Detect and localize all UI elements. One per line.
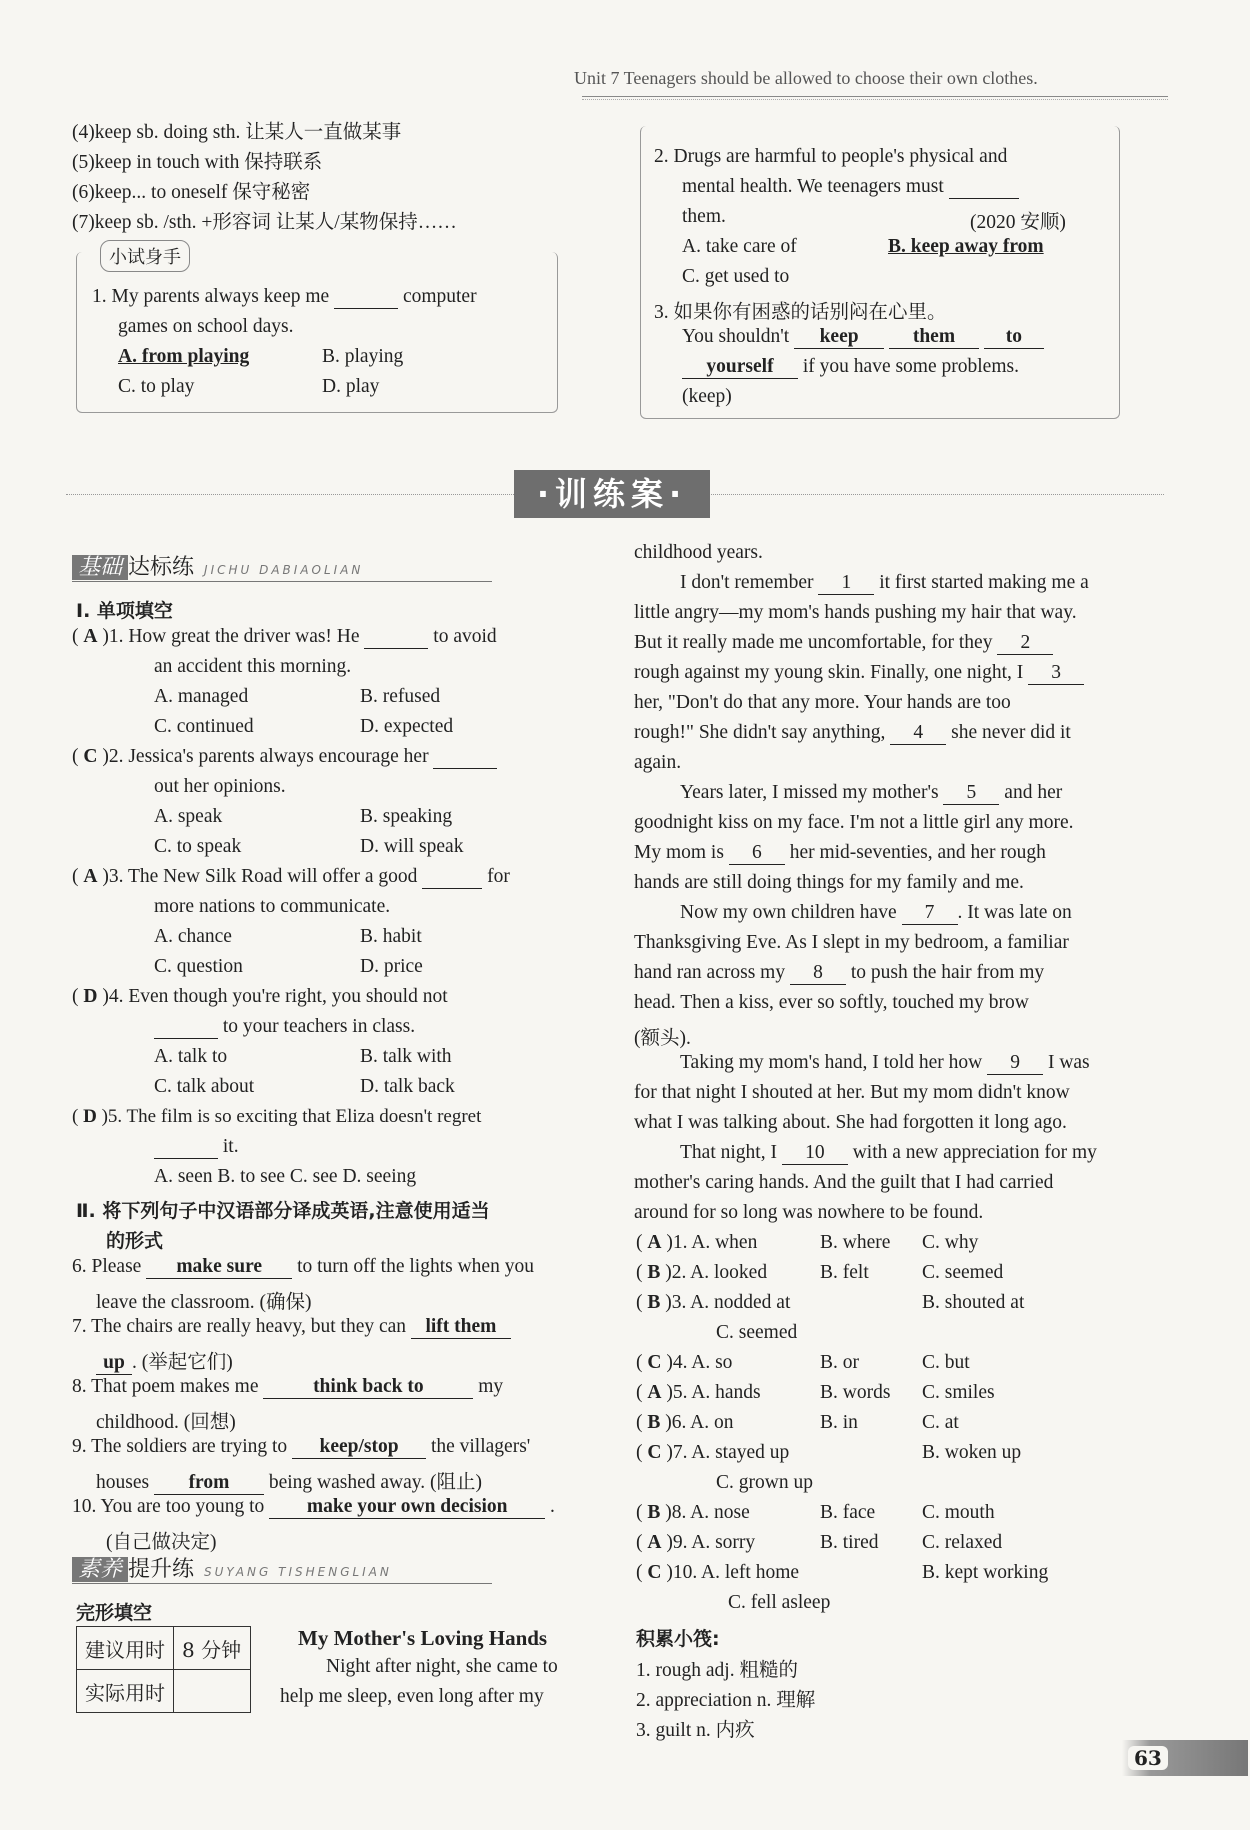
time-table: 建议用时 8 分钟 实际用时 <box>76 1626 251 1713</box>
passage-line: what I was talking about. She had forgotten it long ago. <box>634 1112 1067 1133</box>
option: C. seemed <box>922 1262 1004 1283</box>
option: A. managed <box>154 686 249 707</box>
passage-line: (额头). <box>634 1028 691 1049</box>
passage-line: again. <box>634 752 682 773</box>
passage-line: hand ran across my 8 to push the hair from my <box>634 962 1045 983</box>
passage-line: head. Then a kiss, ever so softly, touched my brow <box>634 992 1029 1013</box>
keep-phrase-6: (6)keep... to oneself 保守秘密 <box>72 182 311 203</box>
option: B. kept working <box>922 1562 1049 1583</box>
option: B. in <box>820 1412 858 1433</box>
passage-line: Night after night, she came to <box>326 1656 558 1677</box>
page-number: 63 <box>1128 1746 1168 1770</box>
mc-line: more nations to communicate. <box>154 896 391 917</box>
option: B. shouted at <box>922 1292 1025 1313</box>
option: C. get used to <box>682 266 790 287</box>
translate-line: up . (举起它们) <box>96 1346 233 1375</box>
section-title-advanced: 素养 提升练 SUYANG TISHENGLIAN <box>72 1552 492 1584</box>
vocab-item: 3. guilt n. 内疚 <box>636 1720 755 1741</box>
option: C. smiles <box>922 1382 995 1403</box>
option: C. mouth <box>922 1502 995 1523</box>
option: C. to speak <box>154 836 242 857</box>
passage-line: rough!" She didn't say anything, 4 she never did it <box>634 722 1071 743</box>
option-answer: B. keep away from <box>888 236 1044 257</box>
option: D. play <box>322 376 380 397</box>
keep-phrase-4: (4)keep sb. doing sth. 让某人一直做某事 <box>72 122 402 143</box>
section-title-basic: 基础 达标练 JICHU DABIAOLIAN <box>72 550 492 582</box>
translate-line: leave the classroom. (确保) <box>96 1292 312 1313</box>
question: 2. Drugs are harmful to people's physical and <box>654 146 1008 167</box>
mc-question-1: ( A )1. How great the driver was! He to avoid <box>72 626 497 647</box>
vocab-item: 1. rough adj. 粗糙的 <box>636 1660 798 1681</box>
option: C. question <box>154 956 243 977</box>
option: C. but <box>922 1352 970 1373</box>
option: D. expected <box>360 716 454 737</box>
passage-line: I don't remember 1 it first started making me a <box>680 572 1089 593</box>
translate-9: 9. The soldiers are trying to keep/stop the villagers' <box>72 1436 531 1457</box>
question: 1. My parents always keep me computer <box>92 286 477 307</box>
option: C. seemed <box>716 1322 798 1343</box>
cloze-answer-4: ( C )4. A. so <box>636 1352 733 1373</box>
question-cont: yourself if you have some problems. <box>682 356 1019 379</box>
option: B. refused <box>360 686 441 707</box>
passage-line: her, "Don't do that any more. Your hands are too <box>634 692 1011 713</box>
source: (2020 安顺) <box>970 212 1066 233</box>
option: C. relaxed <box>922 1532 1003 1553</box>
question-cont: mental health. We teenagers must <box>682 176 1019 199</box>
translate-line: childhood. (回想) <box>96 1412 236 1433</box>
question-cont: them. <box>682 206 726 227</box>
passage-title: My Mother's Loving Hands <box>298 1626 548 1650</box>
cloze-answer-8: ( B )8. A. nose <box>636 1502 750 1523</box>
cloze-answer-1: ( A )1. A. when <box>636 1232 758 1253</box>
passage-line: childhood years. <box>634 542 763 563</box>
passage-line: rough against my young skin. Finally, one night, I 3 <box>634 662 1084 685</box>
option: B. woken up <box>922 1442 1022 1463</box>
practice-tag: 小试身手 <box>100 240 190 272</box>
option: B. habit <box>360 926 422 947</box>
vocab-title: 积累小筏: <box>636 1628 720 1650</box>
option: B. or <box>820 1352 859 1373</box>
option: B. where <box>820 1232 891 1253</box>
option: C. why <box>922 1232 979 1253</box>
part-title-cont: 的形式 <box>106 1230 164 1252</box>
option: B. speaking <box>360 806 453 827</box>
options: A. seen B. to see C. see D. seeing <box>154 1166 417 1187</box>
translate-7: 7. The chairs are really heavy, but they can lift them <box>72 1316 511 1339</box>
option: C. to play <box>118 376 195 397</box>
mc-question-2: ( C )2. Jessica's parents always encourage her <box>72 746 497 769</box>
mc-line: to your teachers in class. <box>154 1016 415 1039</box>
mc-question-4: ( D )4. Even though you're right, you should not <box>72 986 448 1007</box>
mc-line: an accident this morning. <box>154 656 352 677</box>
cloze-answer-7: ( C )7. A. stayed up <box>636 1442 790 1463</box>
mc-question-5: ( D )5. The film is so exciting that Eliza doesn't regret <box>72 1106 482 1127</box>
passage-line: Now my own children have 7 . It was late on <box>680 902 1072 923</box>
option: A. chance <box>154 926 232 947</box>
passage-line: Taking my mom's hand, I told her how 9 I was <box>680 1052 1090 1073</box>
option: A. take care of <box>682 236 797 257</box>
translate-8: 8. That poem makes me think back to my <box>72 1376 504 1397</box>
cloze-answer-9: ( A )9. A. sorry <box>636 1532 756 1553</box>
question: 3. 如果你有困惑的话别闷在心里。 <box>654 302 947 323</box>
option: B. tired <box>820 1532 879 1553</box>
option: B. talk with <box>360 1046 452 1067</box>
option: C. fell asleep <box>728 1592 831 1613</box>
option: D. will speak <box>360 836 464 857</box>
passage-line: Thanksgiving Eve. As I slept in my bedroom, a familiar <box>634 932 1069 953</box>
page-number-tab <box>1108 1740 1248 1776</box>
translate-10: 10. You are too young to make your own decision . <box>72 1496 555 1517</box>
option: C. continued <box>154 716 254 737</box>
option: A. talk to <box>154 1046 228 1067</box>
cloze-title: 完形填空 <box>76 1602 153 1624</box>
translate-line: houses from being washed away. (阻止) <box>96 1472 483 1493</box>
keep-phrase-5: (5)keep in touch with 保持联系 <box>72 152 323 173</box>
mc-line: out her opinions. <box>154 776 286 797</box>
option: B. face <box>820 1502 876 1523</box>
keep-phrase-7: (7)keep sb. /sth. +形容词 让某人/某物保持…… <box>72 212 457 233</box>
translate-line: (自己做决定) <box>106 1532 217 1553</box>
cloze-answer-2: ( B )2. A. looked <box>636 1262 768 1283</box>
passage-line: My mom is 6 her mid-seventies, and her rough <box>634 842 1046 863</box>
part-title: Ⅰ. 单项填空 <box>76 600 173 622</box>
option: D. talk back <box>360 1076 455 1097</box>
passage-line: That night, I 10 with a new appreciation for my <box>680 1142 1097 1163</box>
passage-line: hands are still doing things for my family and me. <box>634 872 1024 893</box>
part-title: Ⅱ. 将下列句子中汉语部分译成英语,注意使用适当 <box>76 1200 490 1222</box>
vocab-item: 2. appreciation n. 理解 <box>636 1690 816 1711</box>
passage-line: mother's caring hands. And the guilt that I had carried <box>634 1172 1054 1193</box>
passage-line: for that night I shouted at her. But my mom didn't know <box>634 1082 1070 1103</box>
cloze-answer-5: ( A )5. A. hands <box>636 1382 761 1403</box>
banner-title: ·训练案· <box>514 470 710 518</box>
passage-line: Years later, I missed my mother's 5 and her <box>680 782 1063 803</box>
header-rule <box>582 96 1168 100</box>
option: B. words <box>820 1382 891 1403</box>
passage-line: little angry—my mom's hands pushing my hair that way. <box>634 602 1077 623</box>
option: B. playing <box>322 346 404 367</box>
cloze-answer-10: ( C )10. A. left home <box>636 1562 800 1583</box>
passage-line: But it really made me uncomfortable, for they 2 <box>634 632 1053 655</box>
mc-line: it. <box>154 1136 239 1159</box>
passage-line: goodnight kiss on my face. I'm not a little girl any more. <box>634 812 1074 833</box>
option: C. talk about <box>154 1076 255 1097</box>
option: B. felt <box>820 1262 869 1283</box>
option: C. grown up <box>716 1472 813 1493</box>
option-answer: A. from playing <box>118 346 250 367</box>
page-header: Unit 7 Teenagers should be allowed to choose their own clothes. <box>574 68 1038 88</box>
option: C. at <box>922 1412 959 1433</box>
question-cont: games on school days. <box>118 316 294 337</box>
translate-6: 6. Please make sure to turn off the lights when you <box>72 1256 534 1277</box>
cloze-answer-3: ( B )3. A. nodded at <box>636 1292 791 1313</box>
mc-question-3: ( A )3. The New Silk Road will offer a good for <box>72 866 510 887</box>
question-cont: You shouldn't keep them to <box>682 326 1044 349</box>
cloze-answer-6: ( B )6. A. on <box>636 1412 734 1433</box>
option: D. price <box>360 956 423 977</box>
option: A. speak <box>154 806 223 827</box>
passage-line: help me sleep, even long after my <box>280 1686 544 1707</box>
passage-line: around for so long was nowhere to be found. <box>634 1202 984 1223</box>
hint: (keep) <box>682 386 732 407</box>
